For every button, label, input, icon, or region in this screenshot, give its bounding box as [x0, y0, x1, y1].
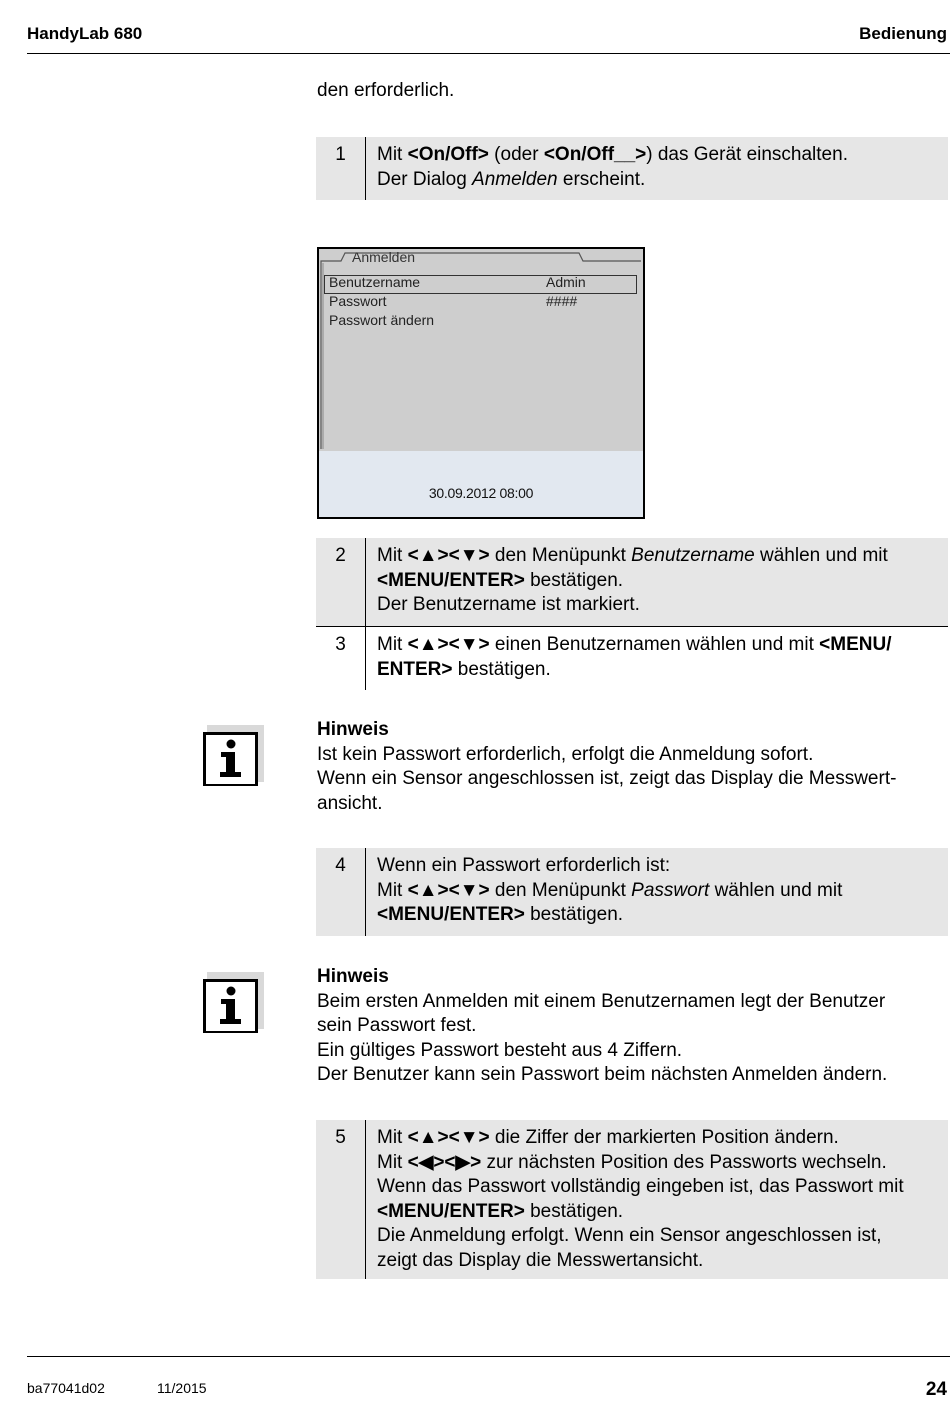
page-number: 24: [925, 1379, 947, 1400]
note-title: Hinweis: [317, 966, 389, 987]
step-number: 1: [316, 137, 366, 200]
step-1: [316, 137, 948, 200]
step-number: 2: [316, 538, 366, 626]
step-number: 5: [316, 1120, 366, 1279]
menu-item-benutzername[interactable]: Benutzername: [329, 274, 421, 290]
note-1: [317, 718, 896, 816]
note-line: sein Passwort fest.: [317, 1015, 477, 1036]
step-2: [316, 538, 948, 626]
note-line: Der Benutzer kann sein Passwort beim nächsten Anmelden ändern.: [317, 1064, 888, 1085]
menu-item-passwort[interactable]: Passwort: [329, 293, 387, 309]
footer-divider: [27, 1356, 950, 1357]
display-title: Anmelden: [352, 249, 416, 265]
note-line: Ist kein Passwort erforderlich, erfolgt die Anmeldung sofort.: [317, 743, 814, 765]
note-line: ansicht.: [317, 792, 383, 814]
note-2: [317, 965, 887, 1088]
note-line: Beim ersten Anmelden mit einem Benutzernamen legt der Benutzer: [317, 990, 886, 1012]
step-text: Mit <▲><▼> den Menüpunkt Benutzername wählen und mit <MENU/ENTER> bestätigen. Der Benutzername ist markiert.: [377, 545, 888, 615]
intro-text: den erforderlich.: [317, 80, 455, 101]
step-number: 4: [316, 848, 366, 936]
info-icon: [203, 972, 264, 1033]
step-number: 3: [316, 627, 366, 690]
footer-date: 11/2015: [157, 1380, 207, 1396]
note-line: Wenn ein Sensor angeschlossen ist, zeigt das Display die Messwert-: [317, 768, 897, 789]
header-title: HandyLab 680: [27, 24, 143, 43]
step-text: Mit <▲><▼> einen Benutzernamen wählen und mit <MENU/ ENTER> bestätigen.: [377, 634, 892, 680]
menu-value-benutzername: Admin: [546, 274, 586, 290]
note-title: Hinweis: [317, 719, 389, 740]
step-text: Wenn ein Passwort erforderlich ist: Mit <▲><▼> den Menüpunkt Passwort wählen und mit <MENU/ENTER> bestätigen.: [377, 855, 843, 925]
display-datetime: 30.09.2012 08:00: [428, 485, 534, 501]
header-divider: [27, 53, 950, 54]
step-text: Mit <On/Off> (oder <On/Off__>) das Gerät einschalten. Der Dialog Anmelden erscheint.: [377, 144, 848, 190]
step-text: Mit <▲><▼> die Ziffer der markierten Position ändern. Mit <◀><▶> zur nächsten Position des Passworts wechseln. Wenn das Passwort vollständig eingeben ist, das Passwort mit <MENU/ENTER> bestätigen. Die Anmeldung erfolgt. Wenn ein Sensor angeschlossen ist, zeigt das Display die Messwertansicht.: [377, 1127, 904, 1271]
footer-doc-code: ba77041d02: [27, 1380, 105, 1396]
note-line: Ein gültiges Passwort besteht aus 4 Ziffern.: [317, 1039, 683, 1061]
device-display: [317, 247, 645, 519]
step-4: [316, 848, 948, 936]
menu-item-passwort-aendern[interactable]: Passwort ändern: [329, 312, 435, 328]
info-icon: [203, 725, 264, 786]
step-3: [316, 626, 948, 690]
step-5: [316, 1120, 948, 1279]
header-section: Bedienung: [859, 24, 947, 43]
menu-value-passwort: ####: [546, 293, 578, 309]
